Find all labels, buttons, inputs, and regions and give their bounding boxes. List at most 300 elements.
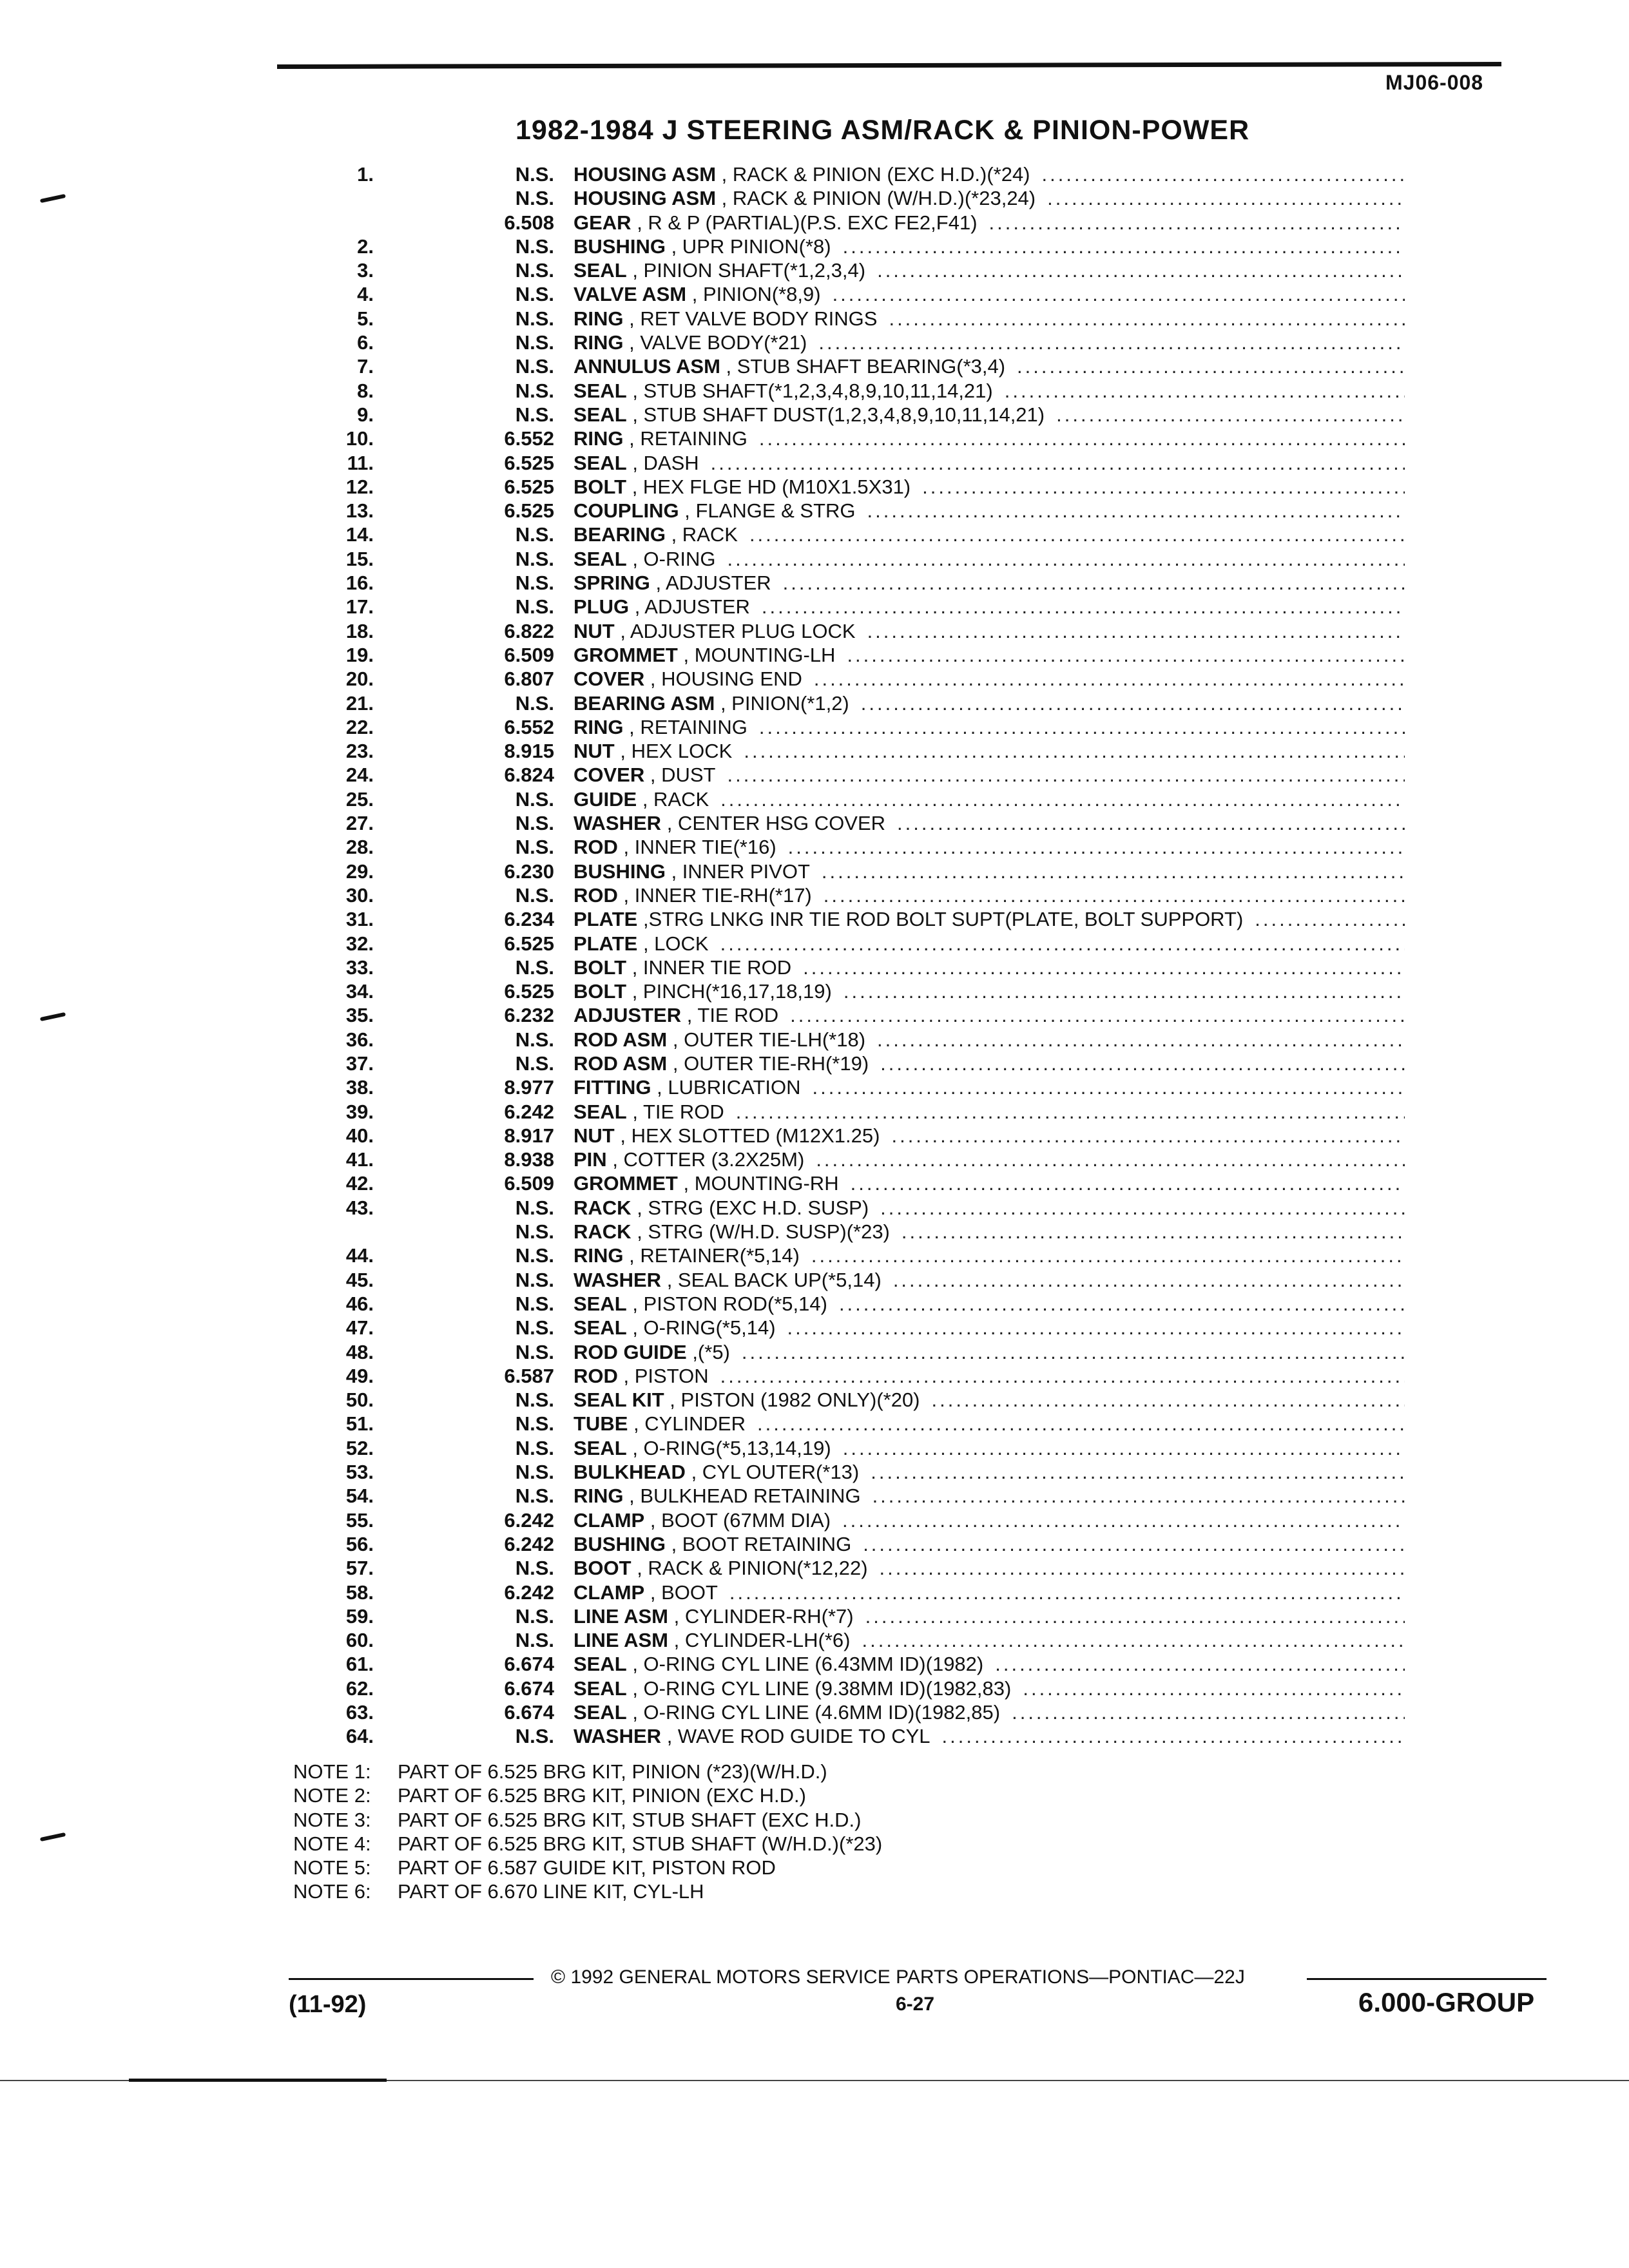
part-description bbox=[574, 595, 750, 619]
note-text: PART OF 6.587 GUIDE KIT, PISTON ROD bbox=[398, 1856, 776, 1879]
part-group-code: 6.242 bbox=[504, 1100, 554, 1123]
part-name: GEAR bbox=[574, 211, 631, 234]
part-index: 19. bbox=[345, 643, 374, 666]
part-detail: , BOOT bbox=[650, 1581, 718, 1604]
note-text: PART OF 6.525 BRG KIT, STUB SHAFT (EXC H.D.) bbox=[398, 1808, 862, 1831]
part-group-code: 6.525 bbox=[504, 980, 554, 1003]
part-name: BUSHING bbox=[574, 235, 666, 258]
part-index: 38. bbox=[345, 1076, 374, 1099]
part-group-code: 8.977 bbox=[504, 1076, 554, 1099]
leader-dots bbox=[995, 1653, 1405, 1676]
part-description bbox=[574, 716, 747, 739]
part-detail: , ADJUSTER bbox=[655, 572, 771, 595]
part-index: 44. bbox=[345, 1244, 374, 1267]
part-group-code: N.S. bbox=[515, 355, 554, 378]
leader-dots bbox=[847, 644, 1405, 667]
part-index: 27. bbox=[345, 812, 374, 835]
part-index: 53. bbox=[345, 1461, 374, 1484]
leader-dots bbox=[818, 331, 1405, 354]
part-index: 21. bbox=[345, 691, 374, 715]
part-group-code: 6.552 bbox=[504, 715, 554, 738]
leader-dots bbox=[824, 884, 1405, 907]
part-detail: , HEX SLOTTED (M12X1.25) bbox=[620, 1124, 880, 1147]
part-index: 2. bbox=[357, 235, 374, 258]
part-detail: , RACK bbox=[642, 787, 709, 811]
leader-dots bbox=[891, 1124, 1405, 1148]
part-row bbox=[303, 1389, 1411, 1412]
part-index: 16. bbox=[345, 572, 374, 595]
part-index: 51. bbox=[345, 1412, 374, 1436]
part-description bbox=[574, 523, 738, 546]
part-index: 47. bbox=[345, 1316, 374, 1340]
note-label: NOTE 4: bbox=[293, 1832, 371, 1855]
part-row bbox=[303, 1028, 1411, 1052]
part-group-code: N.S. bbox=[515, 1557, 554, 1580]
part-detail: , TIE ROD bbox=[686, 1004, 779, 1027]
part-detail: , CYLINDER-LH(*6) bbox=[673, 1629, 851, 1652]
leader-dots bbox=[720, 1365, 1405, 1388]
copyright-notice: © 1992 GENERAL MOTORS SERVICE PARTS OPERATIONS—PONTIAC—22J bbox=[551, 1966, 1245, 1988]
part-name: HOUSING ASM bbox=[574, 187, 717, 210]
binding-mark bbox=[40, 1012, 66, 1021]
part-description bbox=[574, 1004, 778, 1027]
leader-dots bbox=[901, 1220, 1405, 1244]
part-index: 54. bbox=[345, 1485, 374, 1508]
part-group-code: 8.917 bbox=[504, 1124, 554, 1147]
part-row bbox=[303, 1172, 1411, 1196]
part-group-code: N.S. bbox=[515, 187, 554, 210]
part-row bbox=[303, 692, 1411, 716]
leader-dots bbox=[814, 668, 1405, 691]
part-detail: , OUTER TIE-RH(*19) bbox=[672, 1052, 869, 1075]
part-description bbox=[574, 1557, 868, 1580]
part-detail: , HEX FLGE HD (M10X1.5X31) bbox=[631, 475, 911, 498]
part-name: SEAL bbox=[574, 1701, 627, 1724]
part-index: 3. bbox=[357, 259, 374, 282]
part-name: FITTING bbox=[574, 1076, 651, 1099]
part-name: VALVE ASM bbox=[574, 283, 687, 306]
part-detail: , OUTER TIE-LH(*18) bbox=[672, 1028, 866, 1051]
part-name: ROD bbox=[574, 883, 618, 907]
part-detail: , O-RING bbox=[632, 547, 716, 570]
note-row bbox=[293, 1760, 882, 1784]
part-group-code: 6.587 bbox=[504, 1364, 554, 1387]
part-group-code: N.S. bbox=[515, 1389, 554, 1412]
part-row bbox=[303, 1196, 1411, 1220]
leader-dots bbox=[762, 595, 1405, 619]
part-name: SEAL bbox=[574, 1677, 627, 1700]
part-description bbox=[574, 1412, 746, 1436]
part-detail: , LUBRICATION bbox=[657, 1076, 801, 1099]
part-index: 59. bbox=[345, 1604, 374, 1628]
part-index: 40. bbox=[345, 1124, 374, 1147]
part-row bbox=[303, 259, 1411, 283]
leader-dots bbox=[742, 1341, 1405, 1364]
leader-dots bbox=[813, 1076, 1405, 1099]
page-number: 6-27 bbox=[896, 1994, 935, 2015]
note-row bbox=[293, 1880, 882, 1904]
part-row bbox=[303, 1509, 1411, 1533]
leader-dots bbox=[942, 1725, 1405, 1748]
part-name: SPRING bbox=[574, 572, 650, 595]
part-row bbox=[303, 1052, 1411, 1076]
part-name: SEAL bbox=[574, 1436, 627, 1459]
part-detail: , CYL OUTER(*13) bbox=[691, 1461, 860, 1484]
part-group-code: 6.674 bbox=[504, 1677, 554, 1700]
part-row bbox=[303, 764, 1411, 787]
leader-dots bbox=[843, 235, 1405, 258]
part-group-code: N.S. bbox=[515, 883, 554, 907]
part-detail: , SEAL BACK UP(*5,14) bbox=[666, 1268, 882, 1291]
part-description bbox=[574, 1509, 831, 1532]
part-index: 30. bbox=[345, 883, 374, 907]
part-detail: , RACK bbox=[671, 523, 738, 546]
part-index: 4. bbox=[357, 283, 374, 306]
part-detail: , PINION(*1,2) bbox=[720, 691, 849, 715]
part-row bbox=[303, 548, 1411, 572]
part-row bbox=[303, 1461, 1411, 1485]
part-description bbox=[574, 932, 709, 956]
part-name: WASHER bbox=[574, 1725, 662, 1748]
part-row bbox=[303, 163, 1411, 187]
leader-dots bbox=[897, 812, 1405, 835]
leader-dots bbox=[989, 211, 1405, 235]
leader-dots bbox=[865, 1605, 1405, 1628]
leader-dots bbox=[759, 716, 1405, 739]
part-index: 8. bbox=[357, 379, 374, 402]
part-description bbox=[574, 1653, 983, 1676]
leader-dots bbox=[839, 1293, 1405, 1316]
part-description bbox=[574, 1028, 865, 1052]
part-index: 39. bbox=[345, 1100, 374, 1123]
part-description bbox=[574, 1725, 930, 1748]
part-index: 58. bbox=[345, 1581, 374, 1604]
part-description bbox=[574, 283, 821, 306]
part-name: BULKHEAD bbox=[574, 1461, 686, 1484]
part-description bbox=[574, 1269, 882, 1292]
part-name: GUIDE bbox=[574, 787, 637, 811]
part-index: 9. bbox=[357, 403, 374, 426]
part-group-code: N.S. bbox=[515, 547, 554, 570]
note-text: PART OF 6.670 LINE KIT, CYL-LH bbox=[398, 1880, 704, 1903]
part-group-code: N.S. bbox=[515, 1629, 554, 1652]
part-group-code: 6.552 bbox=[504, 427, 554, 450]
part-description bbox=[574, 836, 776, 859]
part-index: 62. bbox=[345, 1677, 374, 1700]
part-description bbox=[574, 163, 1030, 186]
part-row bbox=[303, 716, 1411, 740]
part-row bbox=[303, 836, 1411, 860]
part-name: ADJUSTER bbox=[574, 1004, 682, 1027]
part-description bbox=[574, 908, 1243, 931]
leader-dots bbox=[1012, 1701, 1405, 1724]
part-name: PLATE bbox=[574, 908, 638, 931]
group-number: 6.000-GROUP bbox=[1358, 1987, 1535, 2017]
part-detail: , COTTER (3.2X25M) bbox=[612, 1148, 805, 1171]
part-description bbox=[574, 235, 831, 258]
part-description bbox=[574, 668, 802, 691]
part-group-code: N.S. bbox=[515, 1461, 554, 1484]
part-index: 32. bbox=[345, 932, 374, 955]
note-label: NOTE 3: bbox=[293, 1808, 371, 1831]
part-name: COVER bbox=[574, 668, 645, 691]
part-description bbox=[574, 187, 1036, 210]
part-description bbox=[574, 788, 709, 811]
part-description bbox=[574, 1629, 850, 1652]
leader-dots bbox=[872, 1485, 1405, 1508]
part-index: 1. bbox=[357, 163, 374, 186]
part-group-code: N.S. bbox=[515, 1292, 554, 1315]
part-index: 29. bbox=[345, 860, 374, 883]
part-detail: , CYLINDER-RH(*7) bbox=[673, 1604, 854, 1628]
part-group-code: N.S. bbox=[515, 379, 554, 402]
part-description bbox=[574, 572, 771, 595]
part-row bbox=[303, 595, 1411, 619]
part-row bbox=[303, 1244, 1411, 1268]
part-group-code: 6.824 bbox=[504, 764, 554, 787]
part-detail: , PISTON (1982 ONLY)(*20) bbox=[670, 1389, 920, 1412]
leader-dots bbox=[880, 1196, 1405, 1220]
part-group-code: N.S. bbox=[515, 1604, 554, 1628]
part-description bbox=[574, 1485, 861, 1508]
leader-dots bbox=[757, 1412, 1405, 1436]
part-index: 46. bbox=[345, 1292, 374, 1315]
part-detail: , STRG (EXC H.D. SUSP) bbox=[637, 1196, 869, 1219]
leader-dots bbox=[816, 1148, 1405, 1171]
part-group-code: 6.509 bbox=[504, 1172, 554, 1195]
part-name: LINE ASM bbox=[574, 1629, 668, 1652]
part-row bbox=[303, 884, 1411, 908]
part-detail: , INNER TIE-RH(*17) bbox=[623, 883, 812, 907]
part-index: 56. bbox=[345, 1532, 374, 1555]
part-description bbox=[574, 1196, 869, 1220]
part-description bbox=[574, 740, 732, 763]
part-row bbox=[303, 620, 1411, 644]
part-description bbox=[574, 1605, 854, 1628]
part-description bbox=[574, 499, 856, 523]
part-detail: , TIE ROD bbox=[632, 1100, 724, 1123]
part-detail: , INNER TIE(*16) bbox=[623, 836, 776, 859]
leader-dots bbox=[922, 476, 1405, 499]
part-row bbox=[303, 1701, 1411, 1725]
part-detail: , PISTON bbox=[623, 1364, 709, 1387]
leader-dots bbox=[787, 1316, 1405, 1340]
part-index: 43. bbox=[345, 1196, 374, 1219]
part-index: 11. bbox=[347, 451, 374, 474]
bottom-rule-mark bbox=[129, 2079, 387, 2082]
part-description bbox=[574, 1677, 1011, 1700]
part-group-code: 6.242 bbox=[504, 1581, 554, 1604]
part-description bbox=[574, 1316, 776, 1340]
part-row bbox=[303, 1293, 1411, 1316]
leader-dots bbox=[932, 1389, 1405, 1412]
leader-dots bbox=[862, 1629, 1405, 1652]
part-description bbox=[574, 427, 747, 450]
note-row bbox=[293, 1809, 882, 1832]
part-name: GROMMET bbox=[574, 643, 678, 666]
part-description bbox=[574, 211, 978, 235]
part-row bbox=[303, 1581, 1411, 1605]
part-description bbox=[574, 620, 856, 643]
part-description bbox=[574, 644, 835, 667]
part-name: BOLT bbox=[574, 956, 627, 979]
part-row bbox=[303, 788, 1411, 812]
part-row bbox=[303, 740, 1411, 764]
part-row bbox=[303, 1437, 1411, 1461]
binding-mark bbox=[40, 1832, 66, 1841]
part-row bbox=[303, 1653, 1411, 1677]
part-group-code: N.S. bbox=[515, 1220, 554, 1244]
part-row bbox=[303, 1269, 1411, 1293]
part-row bbox=[303, 572, 1411, 595]
part-row bbox=[303, 932, 1411, 956]
part-detail: , BOOT RETAINING bbox=[671, 1532, 852, 1555]
part-row bbox=[303, 1412, 1411, 1436]
part-name: ROD ASM bbox=[574, 1028, 668, 1051]
part-index: 5. bbox=[357, 307, 374, 330]
part-description bbox=[574, 1100, 724, 1124]
part-description bbox=[574, 403, 1045, 427]
part-name: RING bbox=[574, 1485, 624, 1508]
part-name: COUPLING bbox=[574, 499, 679, 523]
part-index: 64. bbox=[345, 1725, 374, 1748]
leader-dots bbox=[1005, 380, 1405, 403]
part-row bbox=[303, 476, 1411, 499]
part-row bbox=[303, 956, 1411, 980]
note-row bbox=[293, 1832, 882, 1856]
leader-dots bbox=[843, 1437, 1405, 1460]
leader-dots bbox=[720, 932, 1405, 956]
part-group-code: 6.230 bbox=[504, 860, 554, 883]
part-group-code: 6.674 bbox=[504, 1701, 554, 1724]
part-name: TUBE bbox=[574, 1412, 628, 1436]
part-detail: , STUB SHAFT BEARING(*3,4) bbox=[726, 355, 1006, 378]
part-group-code: N.S. bbox=[515, 1316, 554, 1340]
part-group-code: N.S. bbox=[515, 259, 554, 282]
part-name: CLAMP bbox=[574, 1508, 645, 1532]
part-row bbox=[303, 1557, 1411, 1581]
parts-list bbox=[303, 163, 1411, 1749]
leader-dots bbox=[893, 1269, 1405, 1292]
part-detail: , CENTER HSG COVER bbox=[666, 812, 886, 835]
part-group-code: N.S. bbox=[515, 235, 554, 258]
part-detail: , UPR PINION(*8) bbox=[671, 235, 831, 258]
part-name: HOUSING ASM bbox=[574, 163, 717, 186]
part-detail: , STUB SHAFT DUST(1,2,3,4,8,9,10,11,14,21) bbox=[632, 403, 1045, 426]
part-row bbox=[303, 1365, 1411, 1389]
part-detail: , VALVE BODY(*21) bbox=[629, 331, 807, 354]
part-name: NUT bbox=[574, 1124, 615, 1147]
part-row bbox=[303, 1124, 1411, 1148]
part-index: 57. bbox=[345, 1557, 374, 1580]
part-description bbox=[574, 548, 715, 571]
part-group-code: 6.508 bbox=[504, 211, 554, 234]
part-group-code: 6.807 bbox=[504, 668, 554, 691]
part-row bbox=[303, 1725, 1411, 1749]
part-index: 31. bbox=[345, 908, 374, 931]
part-detail: , HEX LOCK bbox=[620, 740, 733, 763]
leader-dots bbox=[867, 620, 1405, 643]
note-label: NOTE 5: bbox=[293, 1856, 371, 1879]
part-name: PLATE bbox=[574, 932, 638, 955]
part-name: PIN bbox=[574, 1148, 607, 1171]
part-name: BUSHING bbox=[574, 1532, 666, 1555]
leader-dots bbox=[790, 1004, 1405, 1027]
part-detail: , ADJUSTER bbox=[634, 595, 750, 619]
part-detail: , LOCK bbox=[642, 932, 709, 955]
part-index: 41. bbox=[345, 1148, 374, 1171]
part-group-code: 6.525 bbox=[504, 932, 554, 955]
leader-dots bbox=[736, 1100, 1405, 1124]
part-detail: , PISTON ROD(*5,14) bbox=[632, 1292, 827, 1315]
part-name: BEARING ASM bbox=[574, 691, 715, 715]
part-description bbox=[574, 331, 807, 354]
part-index: 25. bbox=[345, 787, 374, 811]
part-detail: , RACK & PINION (EXC H.D.)(*24) bbox=[721, 163, 1030, 186]
part-group-code: N.S. bbox=[515, 1412, 554, 1436]
part-group-code: N.S. bbox=[515, 1485, 554, 1508]
part-detail: , DUST bbox=[650, 764, 716, 787]
part-name: RACK bbox=[574, 1196, 631, 1219]
part-index: 34. bbox=[345, 980, 374, 1003]
part-detail: , PINION SHAFT(*1,2,3,4) bbox=[632, 259, 866, 282]
leader-dots bbox=[1023, 1677, 1405, 1700]
part-description bbox=[574, 1076, 801, 1099]
note-row bbox=[293, 1784, 882, 1808]
part-group-code: N.S. bbox=[515, 403, 554, 426]
part-description bbox=[574, 1341, 730, 1364]
part-group-code: 6.234 bbox=[504, 908, 554, 931]
footer-rule-left bbox=[289, 1978, 534, 1980]
part-name: SEAL bbox=[574, 403, 627, 426]
leader-dots bbox=[728, 764, 1405, 787]
part-index: 61. bbox=[345, 1653, 374, 1676]
part-index: 37. bbox=[345, 1052, 374, 1075]
note-label: NOTE 1: bbox=[293, 1760, 371, 1783]
part-row bbox=[303, 380, 1411, 403]
part-row bbox=[303, 860, 1411, 884]
part-name: WASHER bbox=[574, 1268, 662, 1291]
part-row bbox=[303, 331, 1411, 355]
leader-dots bbox=[861, 692, 1405, 715]
part-group-code: 6.525 bbox=[504, 475, 554, 498]
leader-dots bbox=[877, 259, 1405, 282]
part-detail: , CYLINDER bbox=[633, 1412, 746, 1436]
part-detail: , FLANGE & STRG bbox=[684, 499, 856, 523]
part-description bbox=[574, 1389, 920, 1412]
part-row bbox=[303, 307, 1411, 331]
part-name: SEAL bbox=[574, 451, 627, 474]
part-name: RING bbox=[574, 715, 624, 738]
part-detail: , O-RING CYL LINE (6.43MM ID)(1982) bbox=[632, 1653, 984, 1676]
part-group-code: N.S. bbox=[515, 595, 554, 619]
part-row bbox=[303, 1485, 1411, 1508]
part-name: LINE ASM bbox=[574, 1604, 668, 1628]
part-detail: , BOOT (67MM DIA) bbox=[650, 1508, 831, 1532]
part-description bbox=[574, 476, 911, 499]
part-name: RING bbox=[574, 331, 624, 354]
part-description bbox=[574, 1220, 890, 1244]
part-index: 33. bbox=[345, 956, 374, 979]
part-row bbox=[303, 211, 1411, 235]
part-index: 13. bbox=[345, 499, 374, 523]
part-row bbox=[303, 668, 1411, 691]
part-row bbox=[303, 1341, 1411, 1365]
part-name: CLAMP bbox=[574, 1581, 645, 1604]
part-row bbox=[303, 523, 1411, 547]
part-detail: , WAVE ROD GUIDE TO CYL bbox=[666, 1725, 930, 1748]
part-name: RING bbox=[574, 307, 624, 330]
